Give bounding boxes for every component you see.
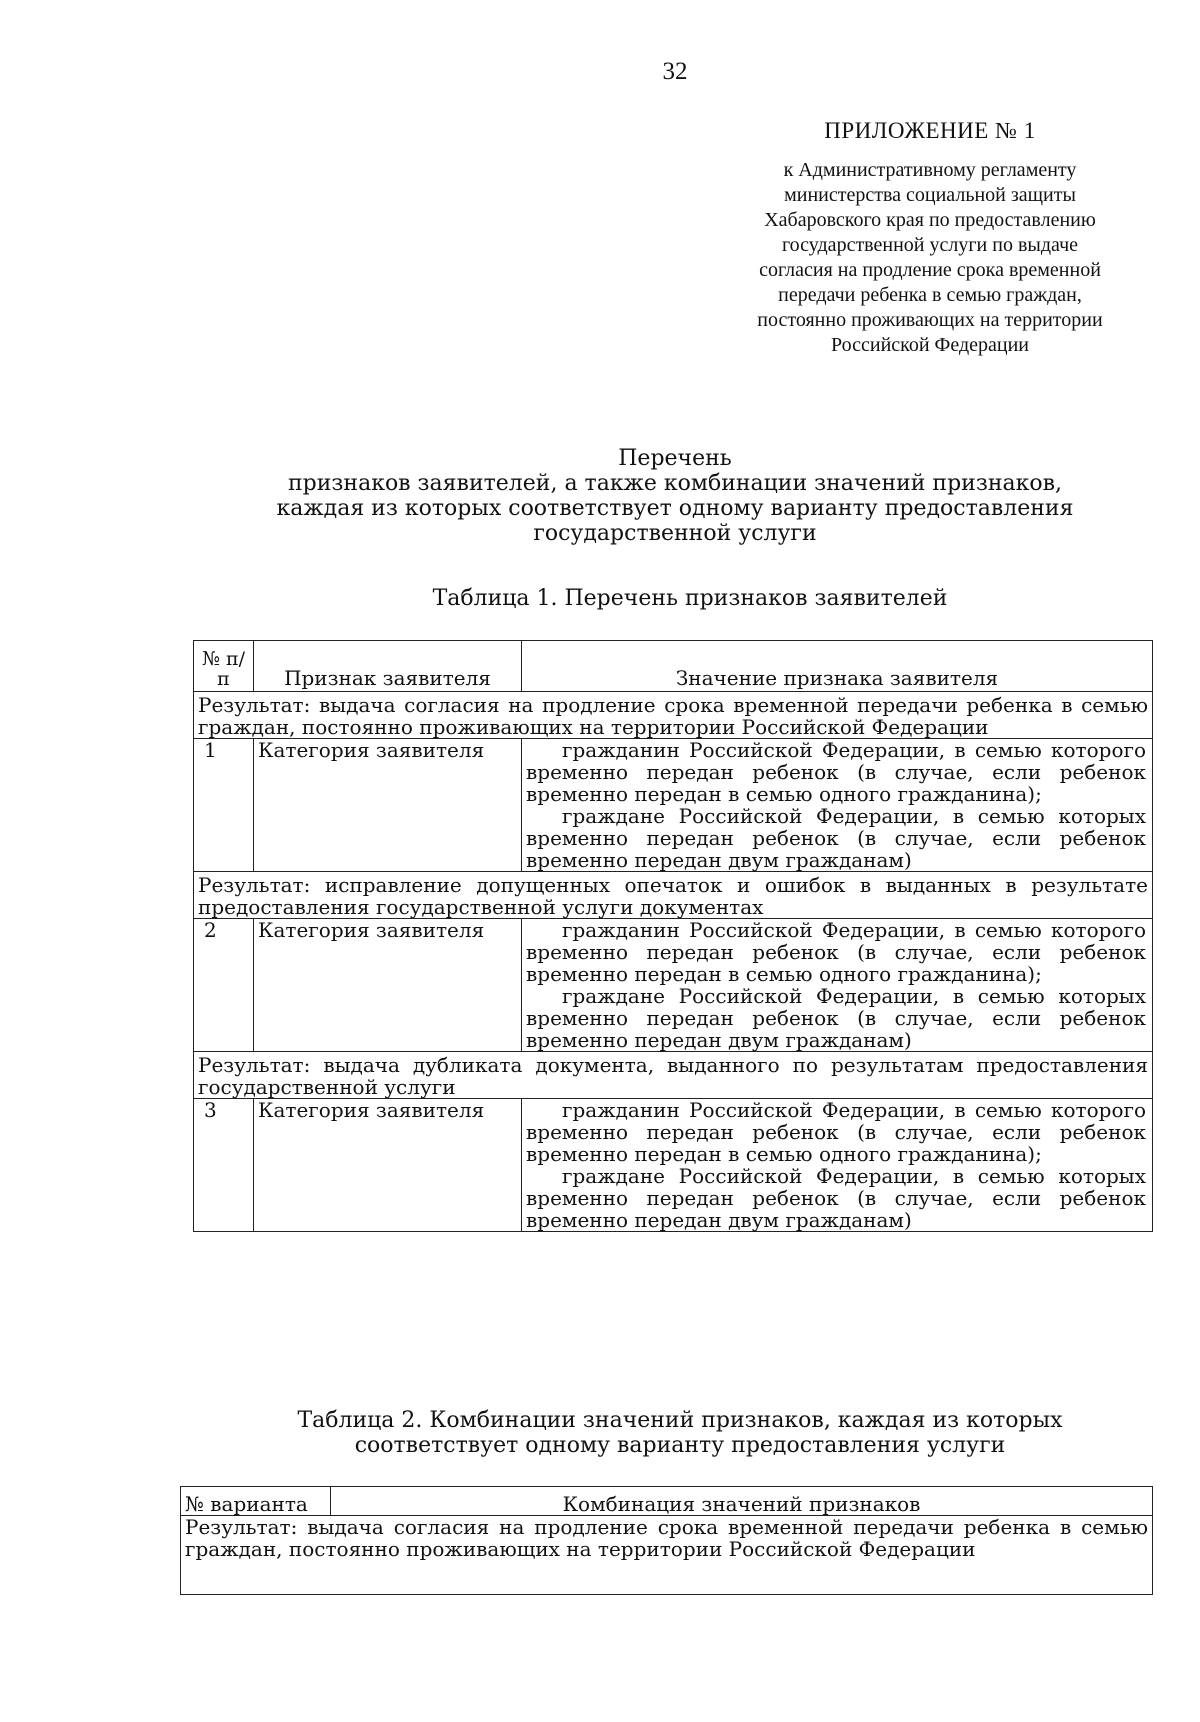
appendix-line: Хабаровского края по предоставлению: [764, 209, 1096, 231]
row-attribute: Категория заявителя: [254, 919, 522, 1052]
table-row: [194, 739, 1153, 872]
list-title-line: Перечень: [618, 446, 732, 471]
list-title-line: каждая из которых соответствует одному варианту предоставления: [276, 496, 1074, 521]
value-item: гражданин Российской Федерации, в семью которого временно передан ребенок (в случае, если ребенок временно передан в семью одного гражданина);: [526, 918, 1146, 986]
result-text: Результат: исправление допущенных опечаток и ошибок в выданных в результате предоставления государственной услуги документах: [194, 872, 1153, 919]
list-title-line: признаков заявителей, а также комбинации значений признаков,: [288, 471, 1062, 496]
header-number: № п/п: [194, 641, 254, 692]
attribute-combinations-table: [180, 1486, 1153, 1595]
value-item: граждане Российской Федерации, в семью которых временно передан ребенок (в случае, если ребенок временно передан двум гражданам): [526, 804, 1146, 872]
caption-line: соответствует одному варианту предоставления услуги: [354, 1433, 1006, 1458]
table2-caption: [180, 1408, 1180, 1458]
row-attribute: Категория заявителя: [254, 1099, 522, 1232]
appendix-title: ПРИЛОЖЕНИЕ № 1: [824, 118, 1036, 143]
row-values: [522, 739, 1153, 872]
appendix-block: [700, 118, 1160, 358]
header-attribute: Признак заявителя: [254, 641, 522, 692]
row-number: 3: [194, 1099, 254, 1232]
applicant-attributes-table: [193, 640, 1153, 1232]
row-attribute: Категория заявителя: [254, 739, 522, 872]
value-item: граждане Российской Федерации, в семью которых временно передан ребенок (в случае, если ребенок временно передан двум гражданам): [526, 984, 1146, 1052]
appendix-line: Российской Федерации: [830, 334, 1030, 356]
result-row: [181, 1516, 1153, 1595]
result-text: Результат: выдача дубликата документа, выданного по результатам предоставления государственной услуги: [194, 1052, 1153, 1099]
result-row: [194, 692, 1153, 739]
value-item: граждане Российской Федерации, в семью которых временно передан ребенок (в случае, если ребенок временно передан двум гражданам): [526, 1164, 1146, 1232]
appendix-reference: [700, 158, 1160, 358]
result-row: [194, 872, 1153, 919]
appendix-line: к Административному регламенту: [783, 159, 1077, 181]
appendix-line: согласия на продление срока временной: [759, 259, 1101, 281]
row-number: 1: [194, 739, 254, 872]
row-values: [522, 1099, 1153, 1232]
table1-caption: Таблица 1. Перечень признаков заявителей: [432, 586, 948, 611]
table-header-row: [181, 1487, 1153, 1516]
value-item: гражданин Российской Федерации, в семью которого временно передан ребенок (в случае, если ребенок временно передан в семью одного гражданина);: [526, 738, 1146, 806]
caption-line: Таблица 2. Комбинации значений признаков, каждая из которых: [297, 1408, 1063, 1433]
table-header-row: [194, 641, 1153, 692]
result-text: Результат: выдача согласия на продление срока временной передачи ребенка в семью граждан, постоянно проживающих на территории Российской Федерации: [181, 1516, 1153, 1595]
row-values: [522, 919, 1153, 1052]
appendix-line: постоянно проживающих на территории: [757, 309, 1103, 331]
result-text: Результат: выдача согласия на продление срока временной передачи ребенка в семью граждан, постоянно проживающих на территории Российской Федерации: [194, 692, 1153, 739]
value-item: гражданин Российской Федерации, в семью которого временно передан ребенок (в случае, если ребенок временно передан в семью одного гражданина);: [526, 1098, 1146, 1166]
table-row: [194, 1099, 1153, 1232]
page-number: 32: [662, 58, 688, 85]
header-value: Значение признака заявителя: [522, 641, 1153, 692]
header-combination: Комбинация значений признаков: [331, 1487, 1153, 1516]
list-title: [190, 446, 1160, 546]
appendix-line: министерства социальной защиты: [784, 184, 1076, 206]
appendix-line: государственной услуги по выдаче: [781, 234, 1079, 256]
table-row: [194, 919, 1153, 1052]
list-title-line: государственной услуги: [533, 521, 817, 546]
header-variant: № варианта: [181, 1487, 331, 1516]
appendix-line: передачи ребенка в семью граждан,: [778, 284, 1082, 306]
row-number: 2: [194, 919, 254, 1052]
result-row: [194, 1052, 1153, 1099]
